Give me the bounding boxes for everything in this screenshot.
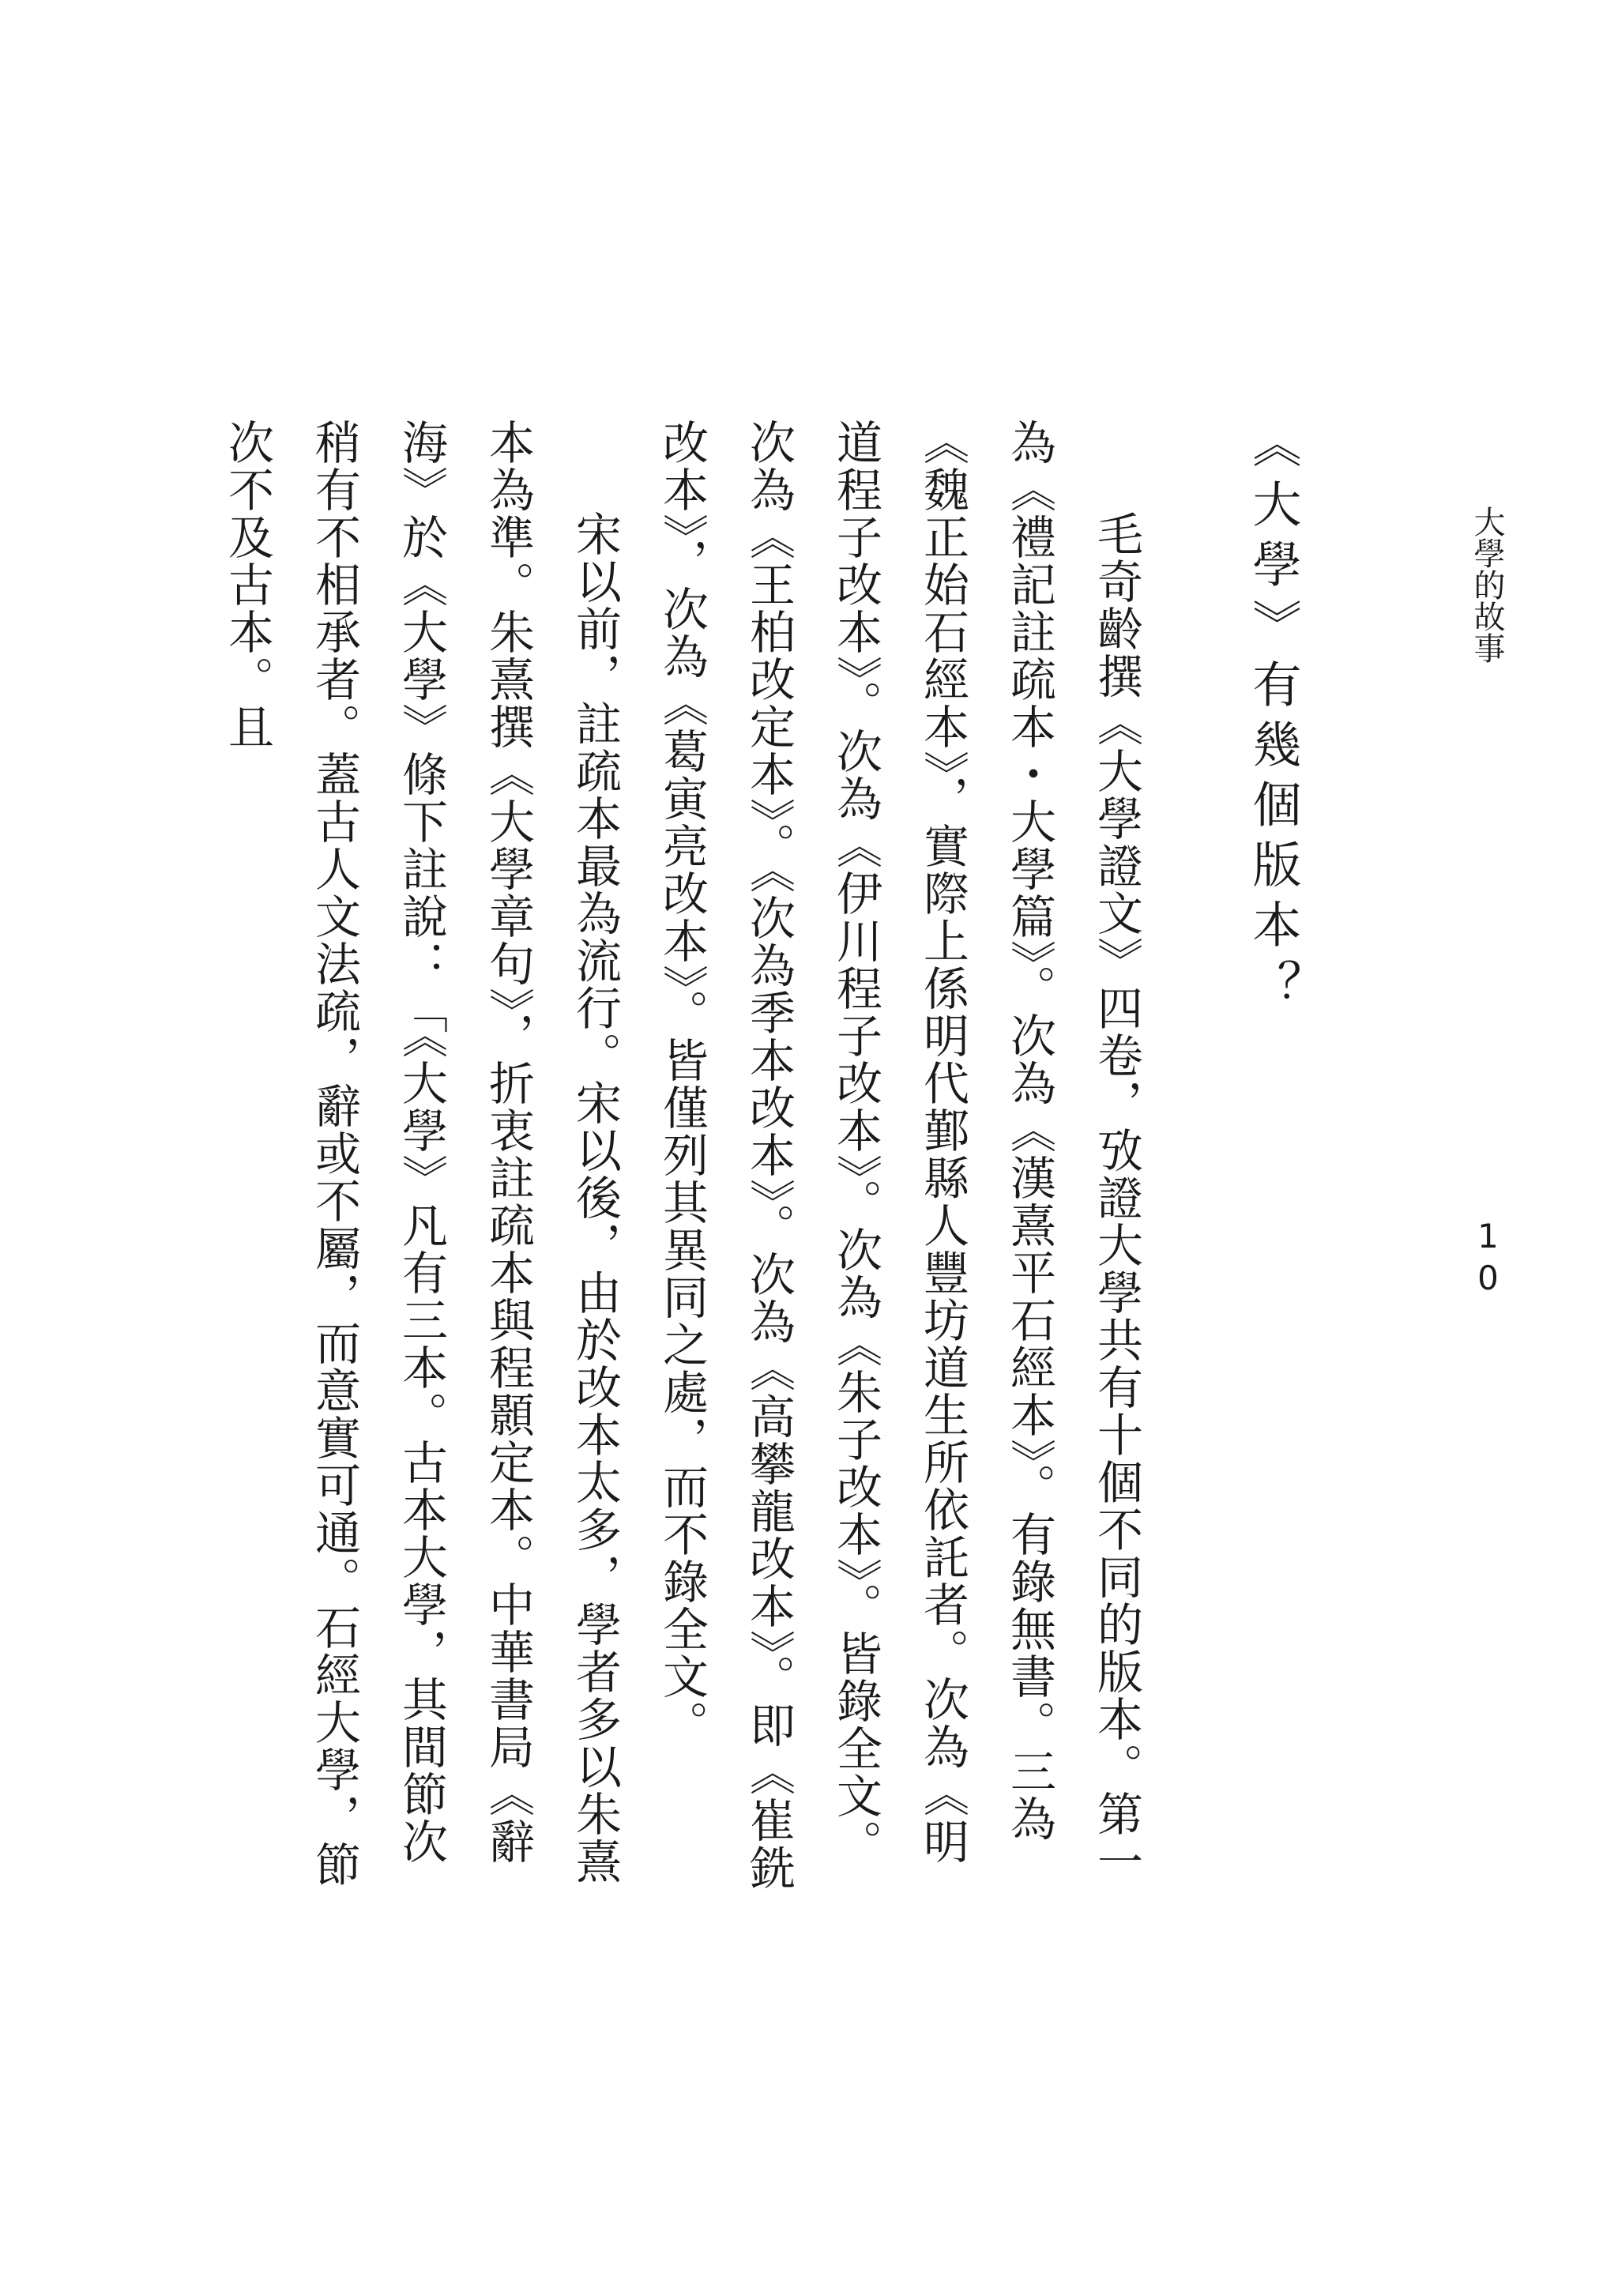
running-header: 大學的故事 [1469,506,1505,664]
body-text [204,419,1160,1912]
paragraph: 宋以前，註疏本最為流行。宋以後，由於改本太多，學者多以朱熹本為準。朱熹撰《大學章句》，折衷註疏本與程顥定本。中華書局《辭海》於《大學》條下註說：「《大學》凡有三本。古本大學，其間節次稍有不相承者。蓋古人文法疏，辭或不屬，而意實可通。石經大學，節次不及古本。且 [220,419,622,1888]
page-number: 10 [1469,1217,1507,1300]
paragraph: 毛奇齡撰《大學證文》四卷，攷證大學共有十個不同的版本。第一為《禮記註疏本・大學篇》。次為《漢熹平石經本》。有錄無書。三為《魏正始石經本》，實際上係明代鄞縣人豐坊道生所依託者。次為《明道程子改本》。次為《伊川程子改本》。次為《朱子改本》。皆錄全文。次為《王柏改定本》。《次為季本改本》。次為《高攀龍改本》。即《崔銑改本》，次為《葛寅亮改本》。皆僅列其異同之處，而不錄全文。 [655,419,1143,1891]
chapter-title: 《大學》有幾個版本？ [1244,419,1302,1019]
